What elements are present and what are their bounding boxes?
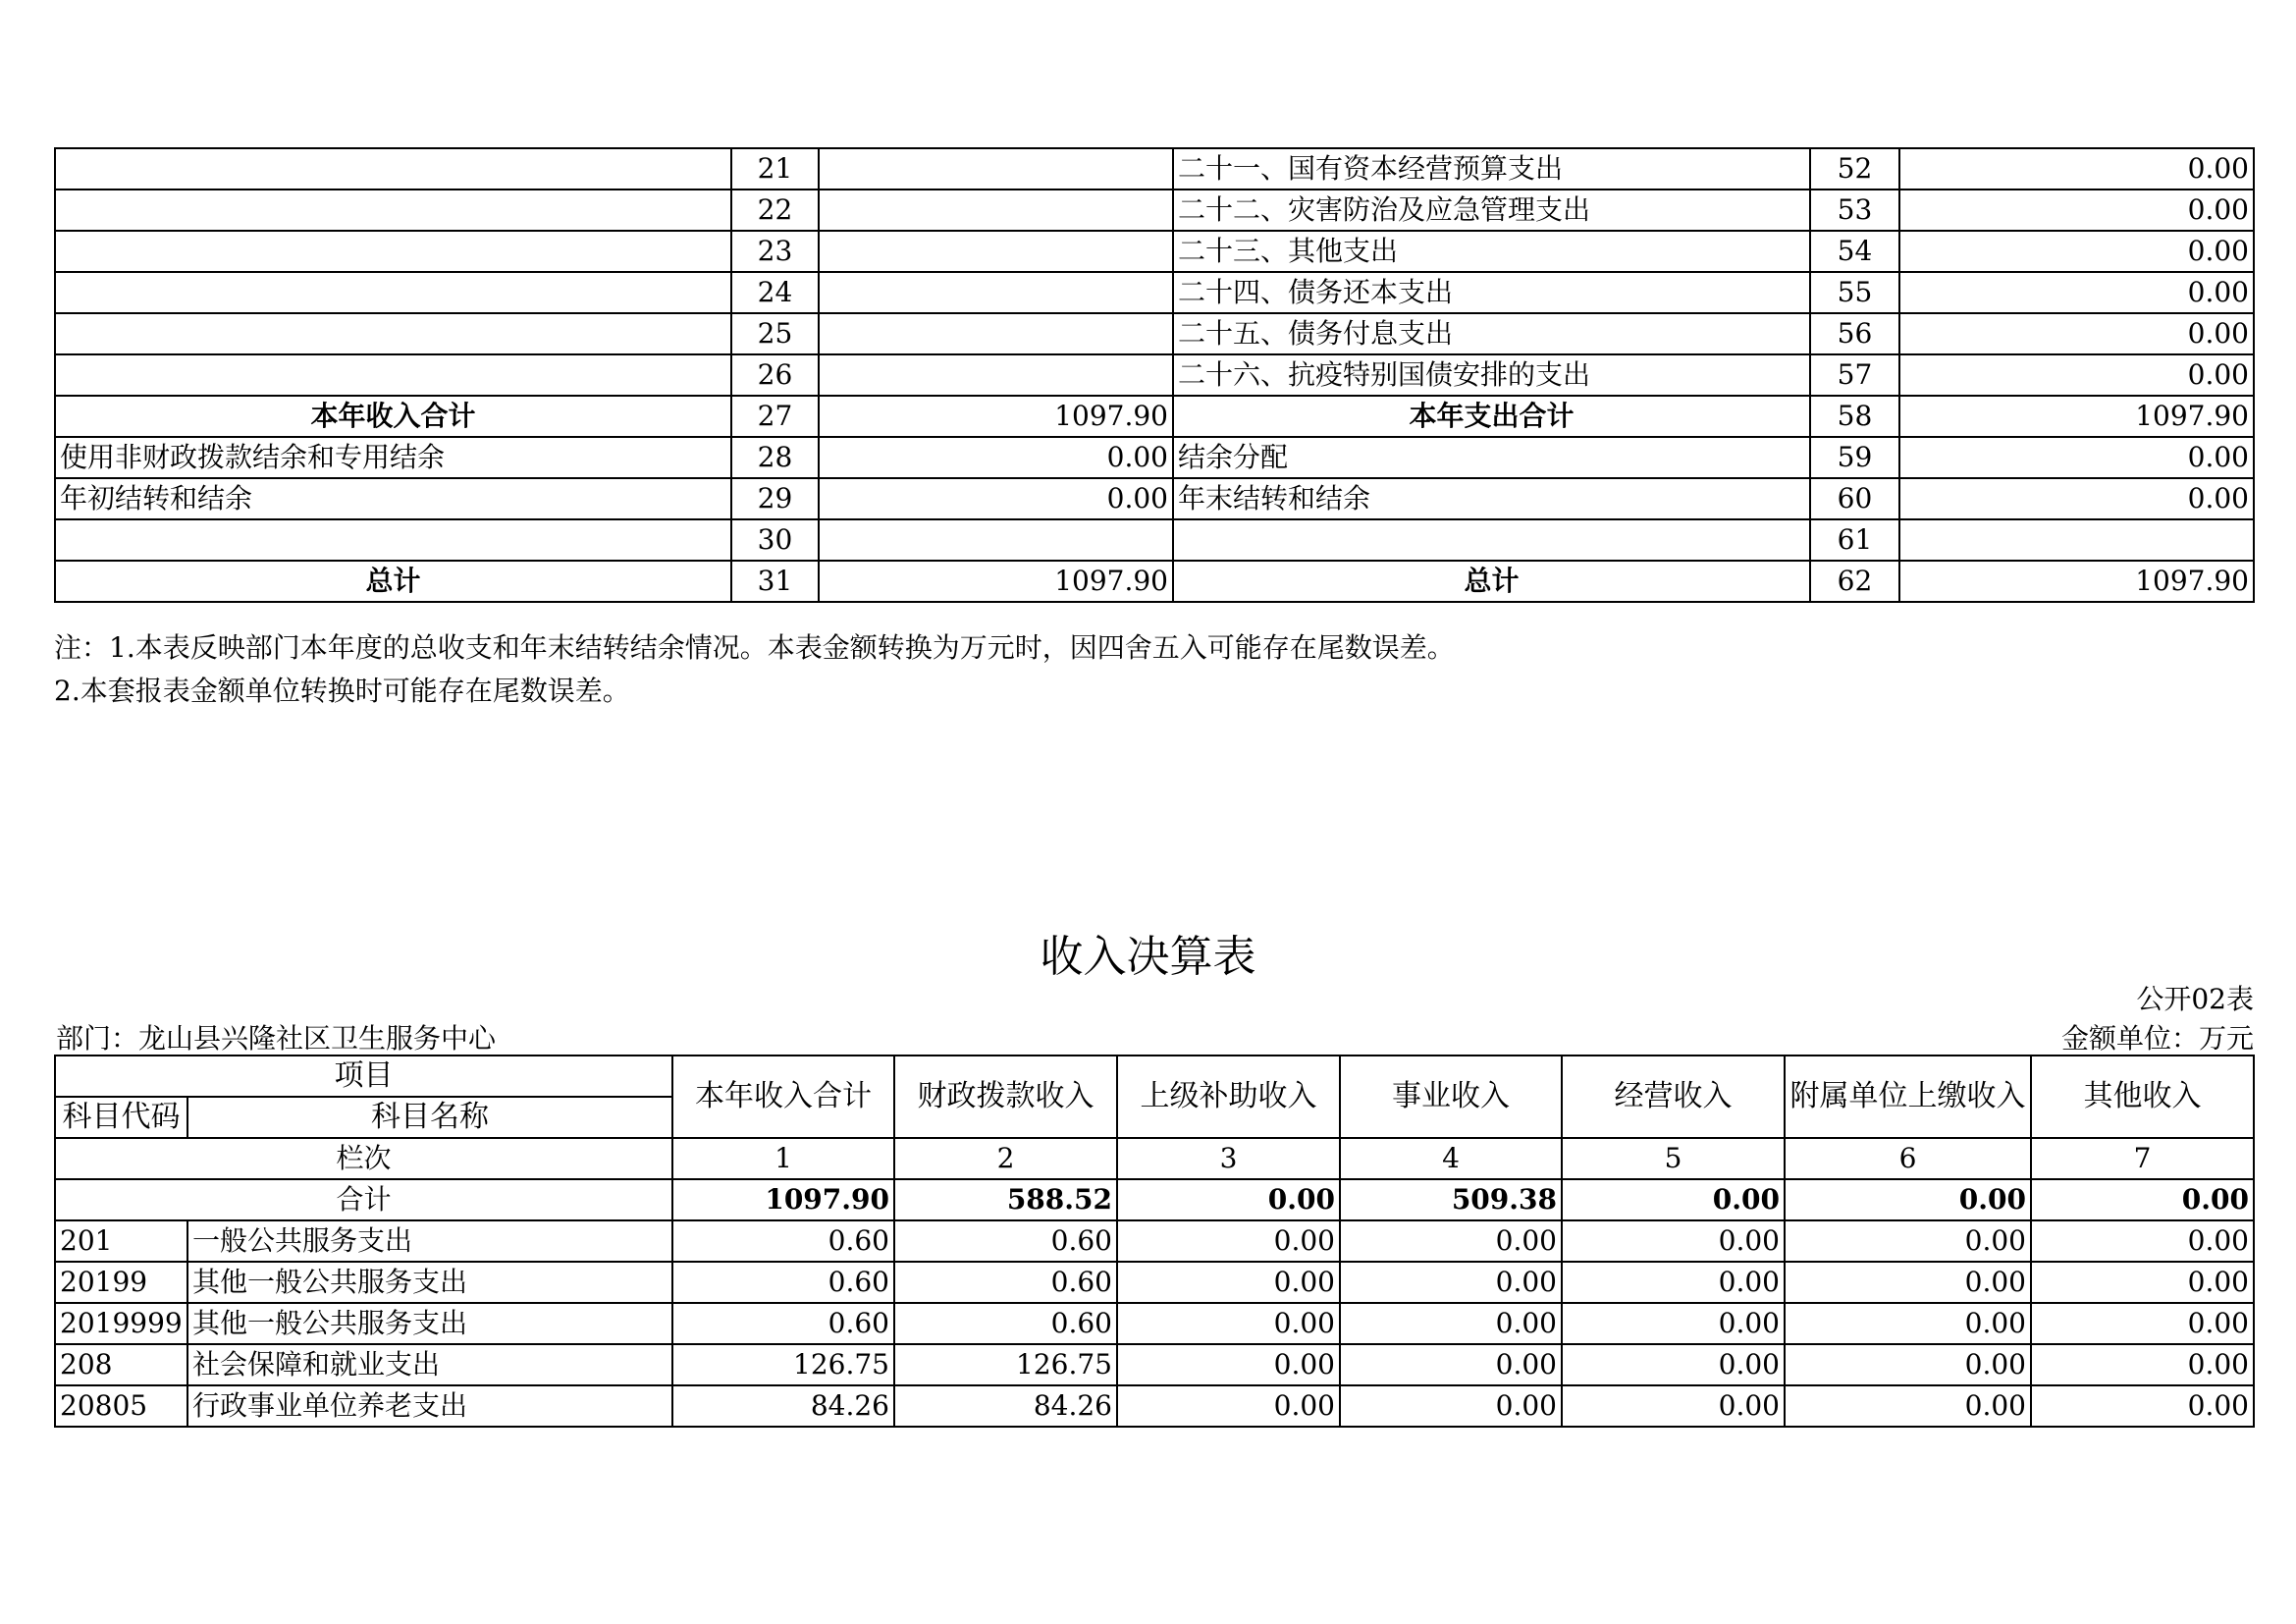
- expense-line-cell: 52: [1810, 148, 1899, 189]
- expense-amount-cell: 1097.90: [1899, 561, 2254, 602]
- income-item-cell: 年初结转和结余: [55, 478, 731, 519]
- expense-line-cell: 62: [1810, 561, 1899, 602]
- column-number-cell: 2: [894, 1138, 1117, 1179]
- expense-item-cell: 二十五、债务付息支出: [1173, 313, 1810, 354]
- total-value-cell: 0.00: [1562, 1179, 1785, 1220]
- value-cell: 0.00: [1340, 1344, 1562, 1385]
- expense-line-cell: 58: [1810, 396, 1899, 437]
- expense-item-cell: 二十六、抗疫特别国债安排的支出: [1173, 354, 1810, 396]
- subject-code-cell: 201: [55, 1220, 187, 1262]
- total-value-cell: 0.00: [2031, 1179, 2254, 1220]
- summary-row: [55, 519, 2254, 561]
- value-cell: 0.00: [1117, 1303, 1340, 1344]
- summary-row: [55, 561, 2254, 602]
- expense-amount-cell: 0.00: [1899, 437, 2254, 478]
- column-number-cell: 7: [2031, 1138, 2254, 1179]
- income-item-cell: [55, 148, 731, 189]
- note-line-1: 注：1.本表反映部门本年度的总收支和年末结转结余情况。本表金额转换为万元时，因四舍五入可能存在尾数误差。: [54, 631, 1455, 664]
- value-cell: 84.26: [894, 1385, 1117, 1427]
- expense-amount-cell: 0.00: [1899, 231, 2254, 272]
- value-cell: 0.60: [894, 1262, 1117, 1303]
- value-cell: 0.00: [1785, 1220, 2031, 1262]
- expense-amount-cell: 1097.90: [1899, 396, 2254, 437]
- income-line-cell: 28: [731, 437, 819, 478]
- header-business: 事业收入: [1340, 1056, 1562, 1138]
- value-cell: 0.00: [2031, 1385, 2254, 1427]
- income-line-cell: 30: [731, 519, 819, 561]
- expense-item-cell: 本年支出合计: [1173, 396, 1810, 437]
- expense-item-cell: 二十一、国有资本经营预算支出: [1173, 148, 1810, 189]
- subject-code-cell: 20805: [55, 1385, 187, 1427]
- column-number-cell: 4: [1340, 1138, 1562, 1179]
- value-cell: 0.00: [1562, 1385, 1785, 1427]
- income-amount-cell: [819, 272, 1173, 313]
- expense-item-cell: 结余分配: [1173, 437, 1810, 478]
- column-number-cell: 3: [1117, 1138, 1340, 1179]
- income-line-cell: 29: [731, 478, 819, 519]
- table-row: [55, 1344, 2254, 1385]
- income-amount-cell: 0.00: [819, 437, 1173, 478]
- column-number-cell: 1: [672, 1138, 894, 1179]
- summary-row: [55, 313, 2254, 354]
- income-amount-cell: 1097.90: [819, 561, 1173, 602]
- expense-item-cell: [1173, 519, 1810, 561]
- summary-row: [55, 396, 2254, 437]
- income-line-cell: 27: [731, 396, 819, 437]
- total-value-cell: 0.00: [1117, 1179, 1340, 1220]
- summary-row: [55, 231, 2254, 272]
- income-line-cell: 31: [731, 561, 819, 602]
- subject-name-cell: 一般公共服务支出: [187, 1220, 672, 1262]
- column-number-cell: 6: [1785, 1138, 2031, 1179]
- total-value-cell: 1097.90: [672, 1179, 894, 1220]
- summary-row: [55, 189, 2254, 231]
- summary-row: [55, 478, 2254, 519]
- subject-code-cell: 20199: [55, 1262, 187, 1303]
- column-row-label: 栏次: [55, 1138, 672, 1179]
- total-row: [55, 1179, 2254, 1220]
- value-cell: 0.00: [1562, 1344, 1785, 1385]
- income-line-cell: 23: [731, 231, 819, 272]
- expense-item-cell: 二十四、债务还本支出: [1173, 272, 1810, 313]
- income-amount-cell: 0.00: [819, 478, 1173, 519]
- subject-name-cell: 社会保障和就业支出: [187, 1344, 672, 1385]
- income-amount-cell: [819, 519, 1173, 561]
- expense-line-cell: 55: [1810, 272, 1899, 313]
- income-line-cell: 25: [731, 313, 819, 354]
- table-row: [55, 1220, 2254, 1262]
- value-cell: 0.60: [672, 1220, 894, 1262]
- expense-line-cell: 54: [1810, 231, 1899, 272]
- income-table: [54, 1055, 2255, 1428]
- summary-row: [55, 148, 2254, 189]
- value-cell: 0.60: [672, 1262, 894, 1303]
- total-value-cell: 588.52: [894, 1179, 1117, 1220]
- value-cell: 0.00: [2031, 1262, 2254, 1303]
- expense-item-cell: 二十三、其他支出: [1173, 231, 1810, 272]
- value-cell: 0.00: [1117, 1220, 1340, 1262]
- unit-label: 金额单位：万元: [2060, 1022, 2254, 1055]
- value-cell: 0.60: [672, 1303, 894, 1344]
- header-superior-subsidy: 上级补助收入: [1117, 1056, 1340, 1138]
- value-cell: 0.00: [1340, 1262, 1562, 1303]
- income-table-body: [55, 1056, 2254, 1427]
- summary-table-body: [55, 148, 2254, 602]
- value-cell: 0.60: [894, 1303, 1117, 1344]
- value-cell: 0.00: [2031, 1303, 2254, 1344]
- expense-item-cell: 总计: [1173, 561, 1810, 602]
- total-label: 合计: [55, 1179, 672, 1220]
- table-row: [55, 1303, 2254, 1344]
- income-amount-cell: 1097.90: [819, 396, 1173, 437]
- subject-code-cell: 208: [55, 1344, 187, 1385]
- summary-row: [55, 354, 2254, 396]
- expense-amount-cell: 0.00: [1899, 148, 2254, 189]
- expense-line-cell: 60: [1810, 478, 1899, 519]
- header-total: 本年收入合计: [672, 1056, 894, 1138]
- summary-row: [55, 437, 2254, 478]
- header-operating: 经营收入: [1562, 1056, 1785, 1138]
- page-title: 收入决算表: [1040, 932, 1256, 982]
- table-row: [55, 1385, 2254, 1427]
- income-item-cell: 使用非财政拨款结余和专用结余: [55, 437, 731, 478]
- income-item-cell: [55, 272, 731, 313]
- income-line-cell: 24: [731, 272, 819, 313]
- expense-amount-cell: 0.00: [1899, 313, 2254, 354]
- expense-line-cell: 61: [1810, 519, 1899, 561]
- value-cell: 0.00: [2031, 1344, 2254, 1385]
- header-item: 项目: [55, 1056, 672, 1097]
- subject-code-cell: 2019999: [55, 1303, 187, 1344]
- value-cell: 84.26: [672, 1385, 894, 1427]
- subject-name-cell: 其他一般公共服务支出: [187, 1262, 672, 1303]
- expense-item-cell: 年末结转和结余: [1173, 478, 1810, 519]
- expense-amount-cell: 0.00: [1899, 478, 2254, 519]
- value-cell: 0.00: [1340, 1385, 1562, 1427]
- header-affiliated: 附属单位上缴收入: [1785, 1056, 2031, 1138]
- expense-line-cell: 57: [1810, 354, 1899, 396]
- income-amount-cell: [819, 231, 1173, 272]
- value-cell: 0.00: [2031, 1220, 2254, 1262]
- expense-amount-cell: 0.00: [1899, 272, 2254, 313]
- income-item-cell: 总计: [55, 561, 731, 602]
- column-number-row: [55, 1138, 2254, 1179]
- header-fiscal: 财政拨款收入: [894, 1056, 1117, 1138]
- department-label: 部门：龙山县兴隆社区卫生服务中心: [56, 1022, 497, 1055]
- income-line-cell: 21: [731, 148, 819, 189]
- income-item-cell: [55, 519, 731, 561]
- income-item-cell: [55, 354, 731, 396]
- value-cell: 0.00: [1785, 1344, 2031, 1385]
- value-cell: 126.75: [672, 1344, 894, 1385]
- table-row: [55, 1262, 2254, 1303]
- expense-line-cell: 59: [1810, 437, 1899, 478]
- income-line-cell: 26: [731, 354, 819, 396]
- expense-line-cell: 56: [1810, 313, 1899, 354]
- income-amount-cell: [819, 148, 1173, 189]
- value-cell: 0.00: [1340, 1303, 1562, 1344]
- note-line-2: 2.本套报表金额单位转换时可能存在尾数误差。: [54, 675, 630, 707]
- table-code: 公开02表: [2136, 983, 2254, 1015]
- summary-row: [55, 272, 2254, 313]
- income-item-cell: [55, 313, 731, 354]
- expense-amount-cell: 0.00: [1899, 354, 2254, 396]
- income-item-cell: [55, 231, 731, 272]
- expense-line-cell: 53: [1810, 189, 1899, 231]
- total-value-cell: 509.38: [1340, 1179, 1562, 1220]
- value-cell: 0.00: [1562, 1220, 1785, 1262]
- header-subject-name: 科目名称: [187, 1097, 672, 1138]
- income-amount-cell: [819, 313, 1173, 354]
- expense-amount-cell: 0.00: [1899, 189, 2254, 231]
- value-cell: 0.00: [1117, 1344, 1340, 1385]
- subject-name-cell: 其他一般公共服务支出: [187, 1303, 672, 1344]
- income-amount-cell: [819, 189, 1173, 231]
- value-cell: 0.00: [1117, 1385, 1340, 1427]
- income-line-cell: 22: [731, 189, 819, 231]
- value-cell: 0.00: [1785, 1303, 2031, 1344]
- summary-table: [54, 147, 2255, 603]
- total-value-cell: 0.00: [1785, 1179, 2031, 1220]
- value-cell: 0.00: [1785, 1385, 2031, 1427]
- expense-item-cell: 二十二、灾害防治及应急管理支出: [1173, 189, 1810, 231]
- header-row-1: [55, 1056, 2254, 1097]
- value-cell: 0.00: [1562, 1303, 1785, 1344]
- expense-amount-cell: [1899, 519, 2254, 561]
- value-cell: 0.00: [1340, 1220, 1562, 1262]
- value-cell: 0.60: [894, 1220, 1117, 1262]
- header-subject-code: 科目代码: [55, 1097, 187, 1138]
- income-amount-cell: [819, 354, 1173, 396]
- income-item-cell: [55, 189, 731, 231]
- value-cell: 0.00: [1562, 1262, 1785, 1303]
- column-number-cell: 5: [1562, 1138, 1785, 1179]
- income-item-cell: 本年收入合计: [55, 396, 731, 437]
- subject-name-cell: 行政事业单位养老支出: [187, 1385, 672, 1427]
- header-other: 其他收入: [2031, 1056, 2254, 1138]
- value-cell: 0.00: [1785, 1262, 2031, 1303]
- value-cell: 0.00: [1117, 1262, 1340, 1303]
- notes: [54, 626, 1455, 713]
- value-cell: 126.75: [894, 1344, 1117, 1385]
